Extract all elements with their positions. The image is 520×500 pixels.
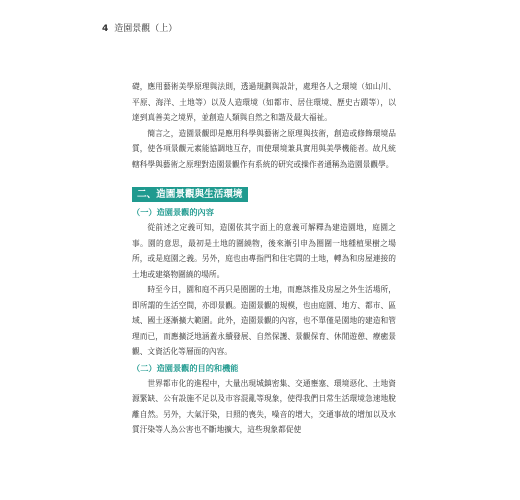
running-title: 造園景觀（上）: [114, 24, 178, 34]
page-number: 4: [102, 24, 109, 34]
paragraph-continued: 礎，應用藝術美學原理與法則，透過規劃與設計，處理各人之環境（如山川、平原、海洋、土地等）以及人造環境（如都市、居住環境、歷史古蹟等），以達到真善美之境界，並創造人類與自然之和諧及最大福祉。: [132, 82, 396, 122]
subsection-heading-purpose: （二）造園景觀的目的和機能: [132, 362, 239, 373]
page-body: [132, 79, 396, 438]
section-heading: 二、造園景觀與生活環境: [132, 187, 248, 202]
paragraph-content-2: 時至今日，園和庭不再只是圈圍的土地，而應該推及房屋之外生活場所，即所謂的生活空間，亦即景觀。造園景觀的規模，也由庭園、地方、都市、區域、國土逐漸擴大範圍。此外，造園景觀的內容，也不單僅是園地的建造和管理而已，而應擴泛地涵蓋永續發展、自然保護、景觀保育、休閒遊憩、療癒景觀、文資活化等層面的內容。: [132, 285, 396, 356]
paragraph-content-1: 從前述之定義可知，造園依其字面上的意義可解釋為建造園地，庭園之事。園的意思，最初是土地的圍繞物，後來漸引申為圈圍一地種植果樹之場所，或是庭園之義。另外，庭也由專指門和住宅間的土地，轉為和房屋連接的土地或建築物圍繞的場所。: [132, 223, 396, 279]
paragraph-definition: 簡言之，造園景觀即是應用科學與藝術之原理與技術，創造或修飾環境品質，使各項景觀元素能協調地互存，而使環境兼具實用與美學機能者。故凡統轄科學與藝術之原理對造園景觀作有系統的研究或操作者通稱為造園景觀學。: [132, 128, 396, 169]
subsection-heading-content: （一）造園景觀的內容: [132, 207, 214, 217]
paragraph-purpose-1: 世界都市化的進程中，大量出現城鎮密集、交通壅塞、環境惡化、土地資源緊缺、公有設施不足以及市容混亂等現象，使得我們日常生活環境急速地脫離自然。另外，大氣汙染，日照的喪失，噪音的增大，交通事故的增加以及水質汙染等人為公害也不斷地擴大，這些現象都促使: [132, 378, 396, 434]
running-header: [102, 21, 177, 34]
